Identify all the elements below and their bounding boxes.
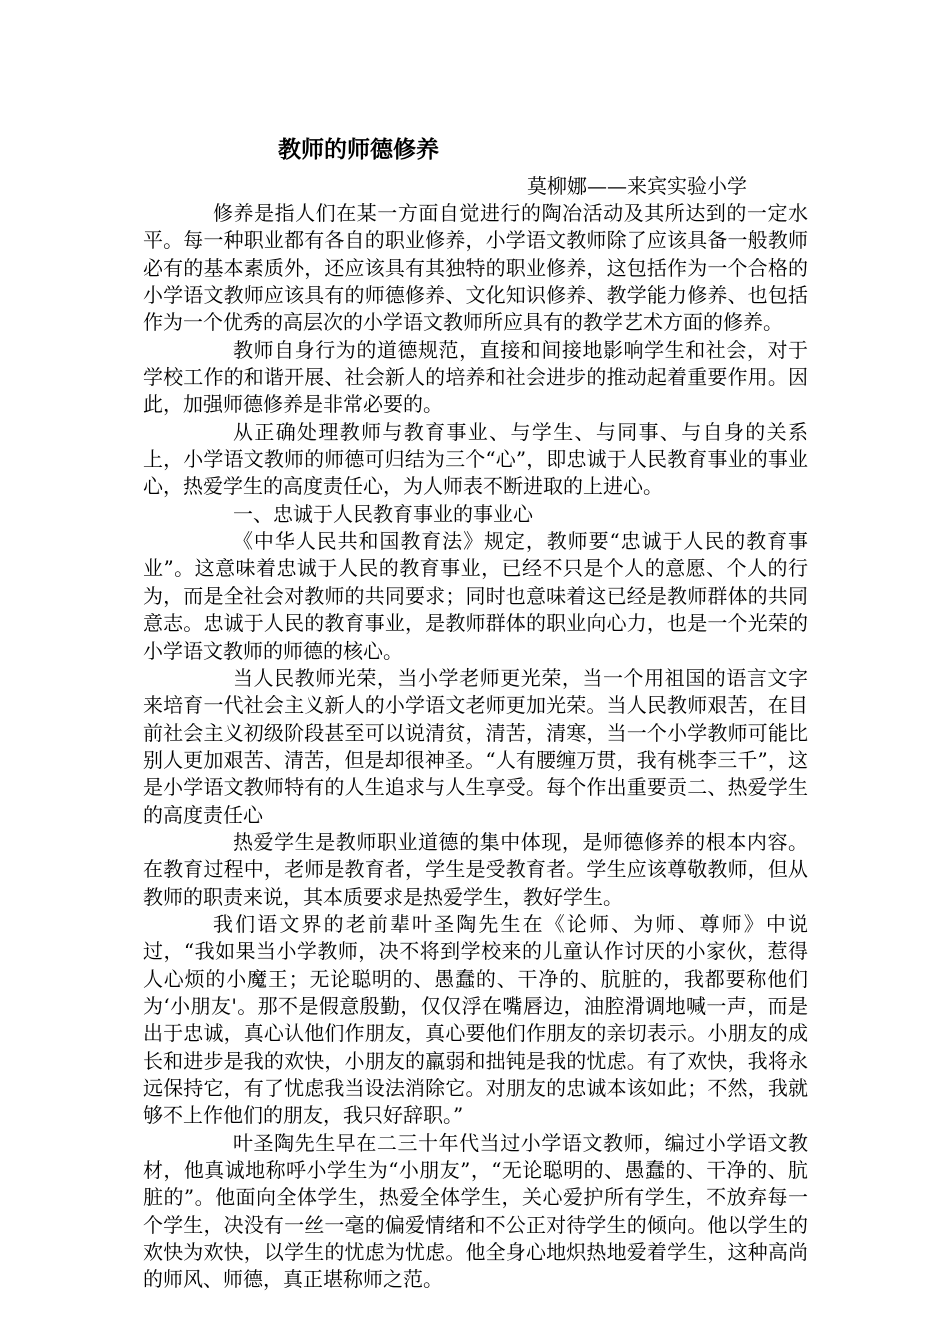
paragraph-definition: 修养是指人们在某一方面自觉进行的陶冶活动及其所达到的一定水平。每一种职业都有各自的职业修养，小学语文教师除了应该具备一般教师必有的基本素质外，还应该具有其独特的职业修养，这包括作为一个合格的小学语文教师应该具有的师德修养、文化知识修养、教学能力修养、也包括作为一个优秀的高层次的小学语文教师所应具有的教学艺术方面的修养。 [143,201,808,335]
paragraph-education-law: 《中华人民共和国教育法》规定，教师要“忠诚于人民的教育事业”。这意味着忠诚于人民的教育事业，已经不只是个人的意愿、个人的行为，而是全社会对教师的共同要求；同时也意味着这已经是教师群体的共同意志。忠诚于人民的教育事业，是教师群体的职业向心力，也是一个光荣的小学语文教师的师德的核心。 [143,529,808,663]
author-line: 莫柳娜——来宾实验小学 [527,174,747,198]
paragraph-moral-norms: 教师自身行为的道德规范，直接和间接地影响学生和社会，对于学校工作的和谐开展、社会新人的培养和社会进步的推动起着重要作用。因此，加强师德修养是非常必要的。 [143,337,808,417]
paragraph-love-students: 热爱学生是教师职业道德的集中体现，是师德修养的根本内容。在教育过程中，老师是教育者，学生是受教育者。学生应该尊敬教师，但从教师的职责来说，其本质要求是热爱学生，教好学生。 [143,829,808,909]
paragraph-teacher-honor: 当人民教师光荣，当小学老师更光荣，当一个用祖国的语言文字来培育一代社会主义新人的小学语文老师更加光荣。当人民教师艰苦，在目前社会主义初级阶段甚至可以说清贫，清苦，清寒，当一个小学教师可能比别人更加艰苦、清苦，但是却很神圣。“人有腰缠万贯，我有桃李三千”，这是小学语文教师特有的人生追求与人生享受。每个作出重要贡二、热爱学生的高度责任心 [143,665,808,827]
paragraph-ye-shengtao-example: 叶圣陶先生早在二三十年代当过小学语文教师，编过小学语文教材，他真诚地称呼小学生为“小朋友”，“无论聪明的、愚蠢的、干净的、肮脏的”。他面向全体学生，热爱全体学生，关心爱护所有学生，不放弃每一个学生，决没有一丝一毫的偏爱情绪和不公正对待学生的倾向。他以学生的欢快为欢快，以学生的忧虑为忧虑。他全身心地炽热地爱着学生，这种高尚的师风、师德，真正堪称师之范。 [143,1130,808,1292]
document-title: 教师的师德修养 [278,137,439,163]
paragraph-ye-shengtao-quote: 我们语文界的老前辈叶圣陶先生在《论师、为师、尊师》中说过，“我如果当小学教师，决不将到学校来的儿童认作讨厌的小家伙，惹得人心烦的小魔王；无论聪明的、愚蠢的、干净的、肮脏的，我都要称他们为‘小朋友'。那不是假意殷勤，仅仅浮在嘴唇边，油腔滑调地喊一声，而是出于忠诚，真心认他们作朋友，真心要他们作朋友的亲切表示。小朋友的成长和进步是我的欢快，小朋友的羸弱和拙钝是我的忧虑。有了欢快，我将永远保持它，有了忧虑我当设法消除它。对朋友的忠诚本该如此；不然，我就够不上作他们的朋友，我只好辞职。” [143,911,808,1128]
section-heading-1: 一、忠诚于人民教育事业的事业心 [233,501,533,526]
document-body [143,200,808,1294]
paragraph-three-hearts: 从正确处理教师与教育事业、与学生、与同事、与自身的关系上，小学语文教师的师德可归结为三个“心”，即忠诚于人民教育事业的事业心，热爱学生的高度责任心，为人师表不断进取的上进心。 [143,419,808,499]
